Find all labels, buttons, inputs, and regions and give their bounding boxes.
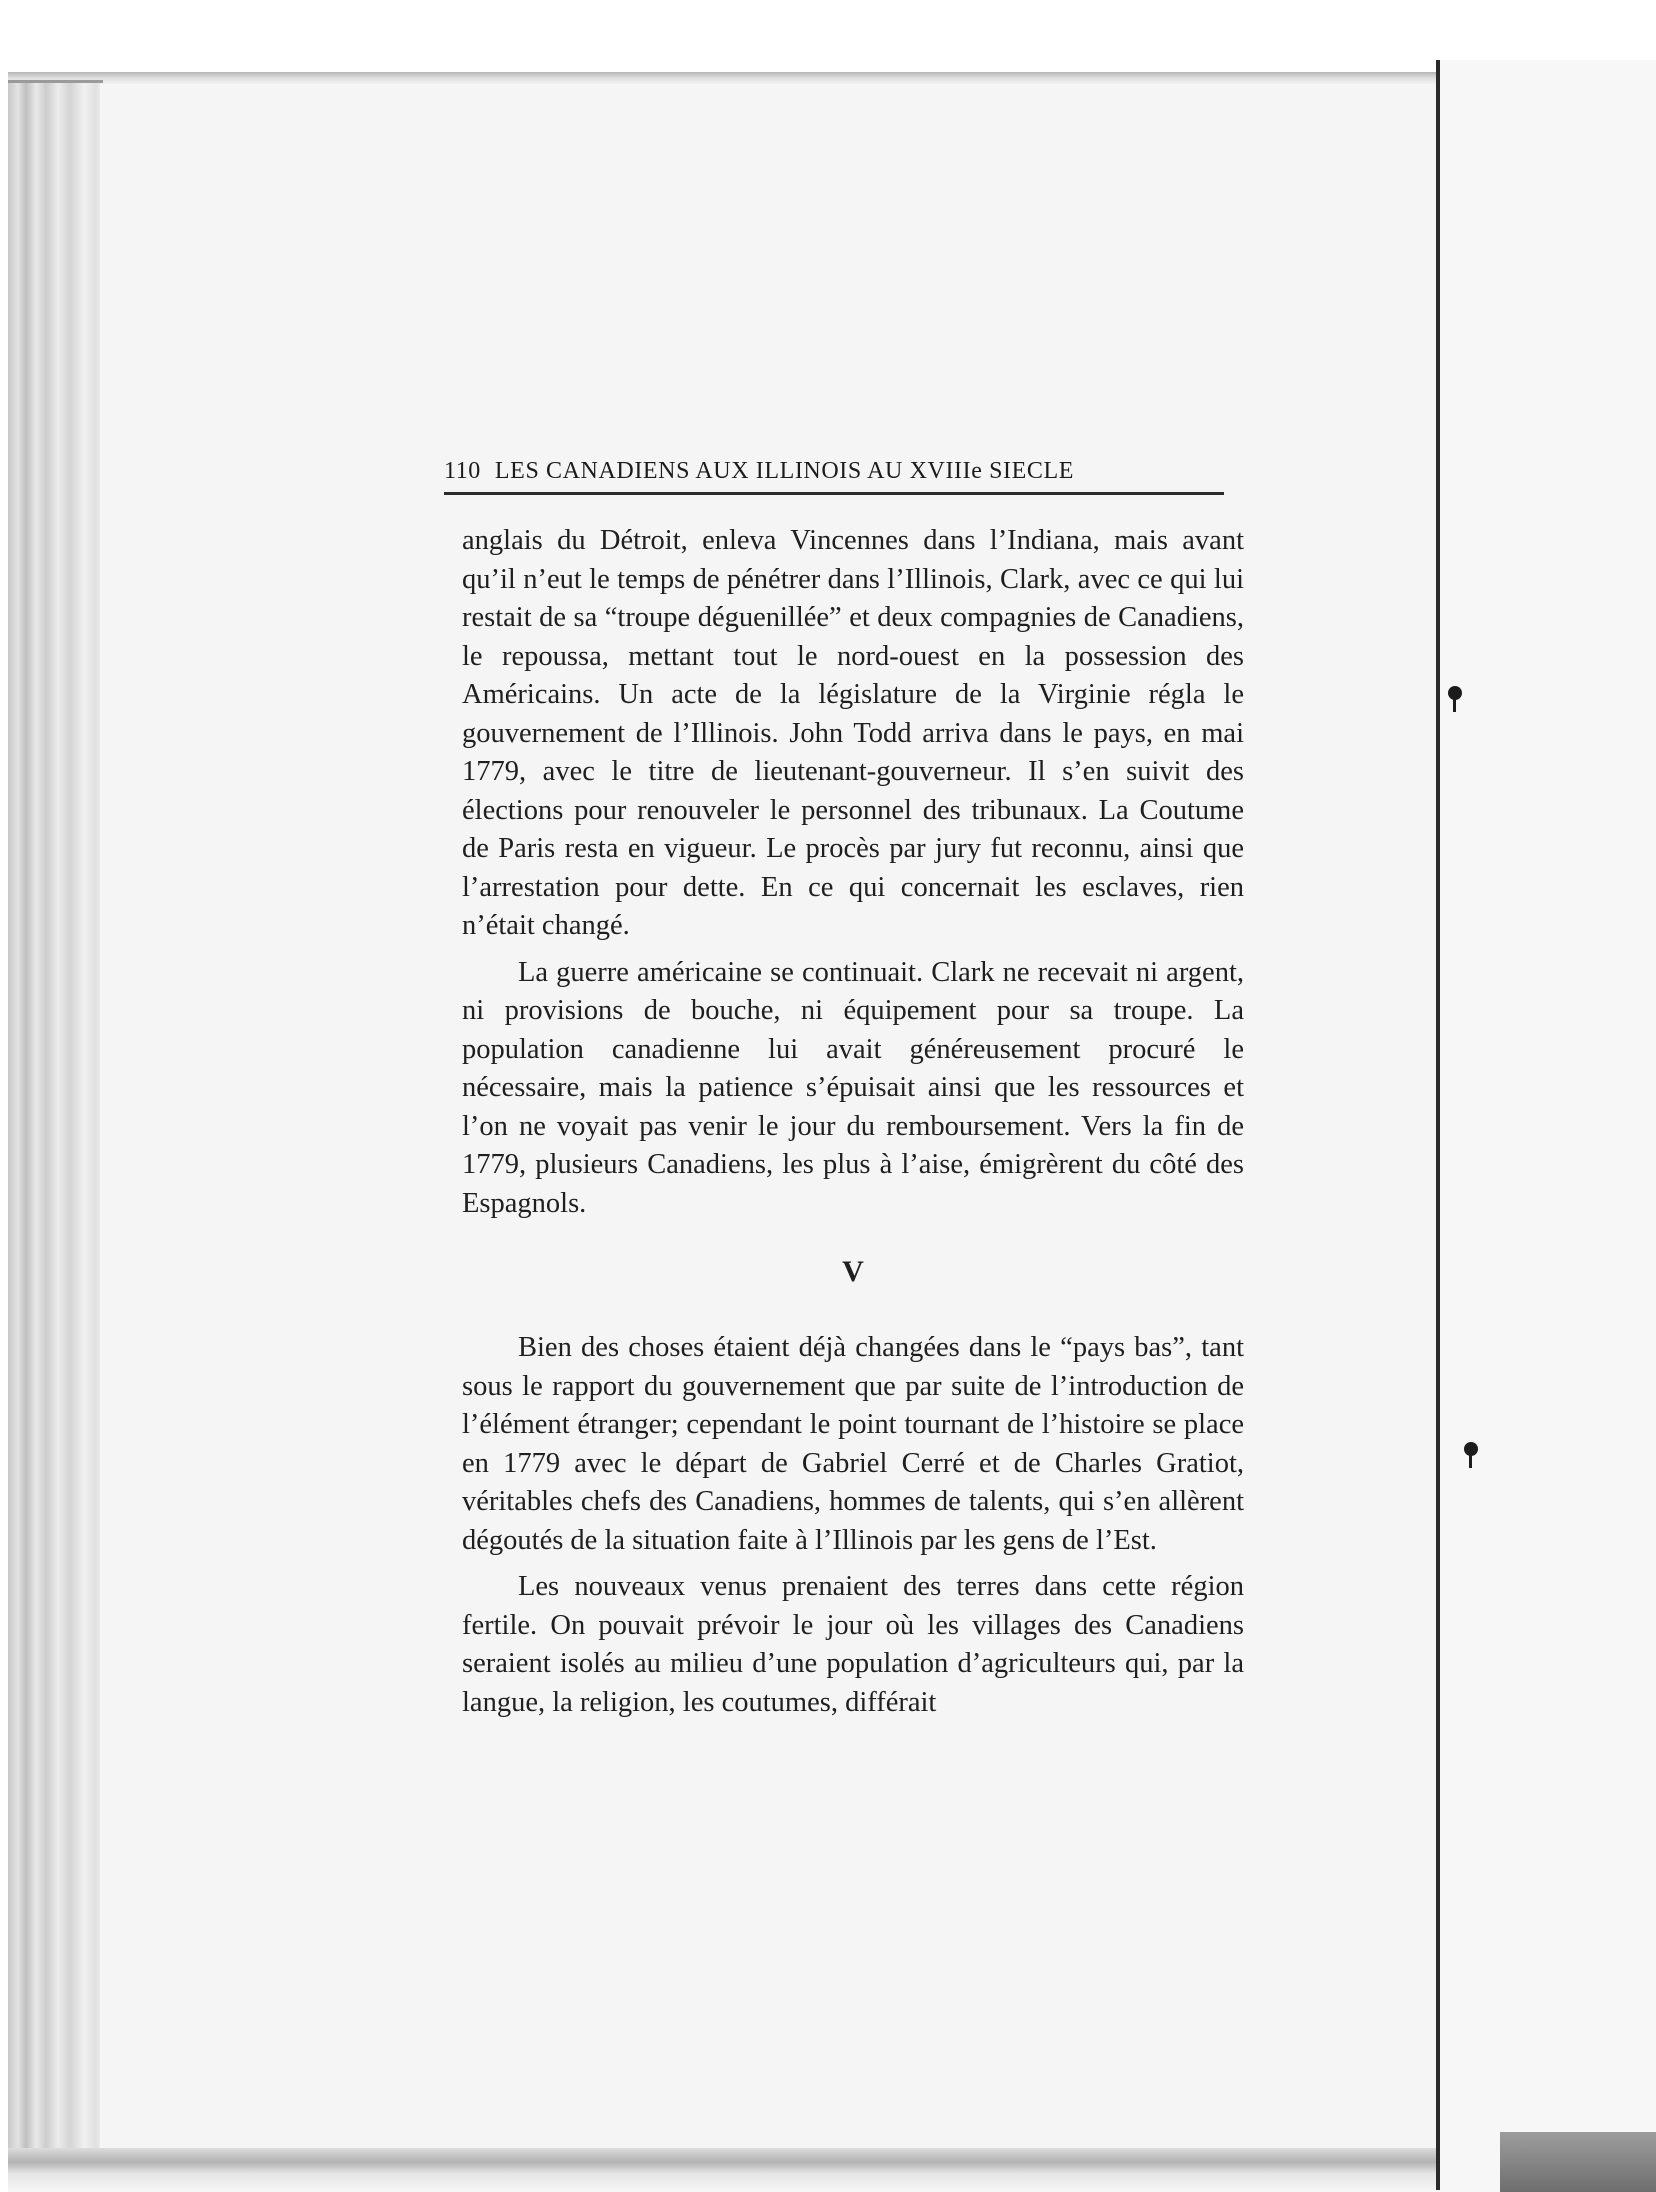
binding-mark-tick bbox=[1453, 698, 1456, 712]
book-gutter bbox=[1436, 60, 1440, 2190]
page-body bbox=[462, 522, 1244, 1730]
section-heading: V bbox=[842, 1255, 864, 1288]
page-number: 110 bbox=[444, 458, 481, 484]
paragraph: Les nouveaux venus prenaient des terres dans cette région fertile. On pouvait prévoir le jour où les villages des Canadiens seraient isolés au milieu d’une population d’agriculteurs qui, par la langue, la religion, les coutumes, différait bbox=[462, 1571, 1244, 1718]
facing-page bbox=[1440, 60, 1656, 2192]
paragraph: La guerre américaine se continuait. Clark ne recevait ni argent, ni provisions de bouche, ni équipement pour sa troupe. La population canadienne lui avait généreusement procuré le nécessaire, mais la patience s’épuisait ainsi que les ressources et l’on ne voyait pas venir le jour du remboursement. Vers la fin de 1779, plusieurs Canadiens, les plus à l’aise, émigrèrent du côté des Espagnols. bbox=[462, 956, 1244, 1219]
facing-page-shadow bbox=[1500, 2132, 1656, 2192]
binding-mark-tick bbox=[1469, 1454, 1472, 1468]
running-title: LES CANADIENS AUX ILLINOIS AU XVIIIe SIECLE bbox=[494, 458, 1074, 484]
running-header bbox=[444, 458, 1224, 494]
header-rule bbox=[444, 492, 1224, 495]
paragraph: Bien des choses étaient déjà changées dans le “pays bas”, tant sous le rapport du gouvernement que par suite de l’introduction de l’élément étranger; cependant le point tournant de l’histoire se place en 1779 avec le départ de Gabriel Cerré et de Charles Gratiot, véritables chefs des Canadiens, hommes de talents, qui s’en allèrent dégoutés de la situation faite à l’Illinois par les gens de l’Est. bbox=[462, 1332, 1244, 1556]
stacked-page-edges-top bbox=[8, 72, 1438, 84]
stacked-page-edges-bottom bbox=[8, 2148, 1440, 2192]
paragraph: anglais du Détroit, enleva Vincennes dans l’Indiana, mais avant qu’il n’eut le temps de pénétrer dans l’Illinois, Clark, avec ce qui lui restait de sa “troupe déguenillée” et deux compagnies de Canadiens, le repoussa, mettant tout le nord-ouest en la possession des Américains. Un acte de la législature de la Virginie régla le gouvernement de l’Illinois. John Todd arriva dans le pays, en mai 1779, avec le titre de lieutenant-gouverneur. Il s’en suivit des élections pour renouveler le personnel des tribunaux. La Coutume de Paris resta en vigueur. Le procès par jury fut reconnu, ainsi que l’arrestation pour dette. En ce qui concernait les esclaves, rien n’était changé. bbox=[462, 525, 1244, 941]
stacked-page-edges-left bbox=[8, 80, 103, 2153]
